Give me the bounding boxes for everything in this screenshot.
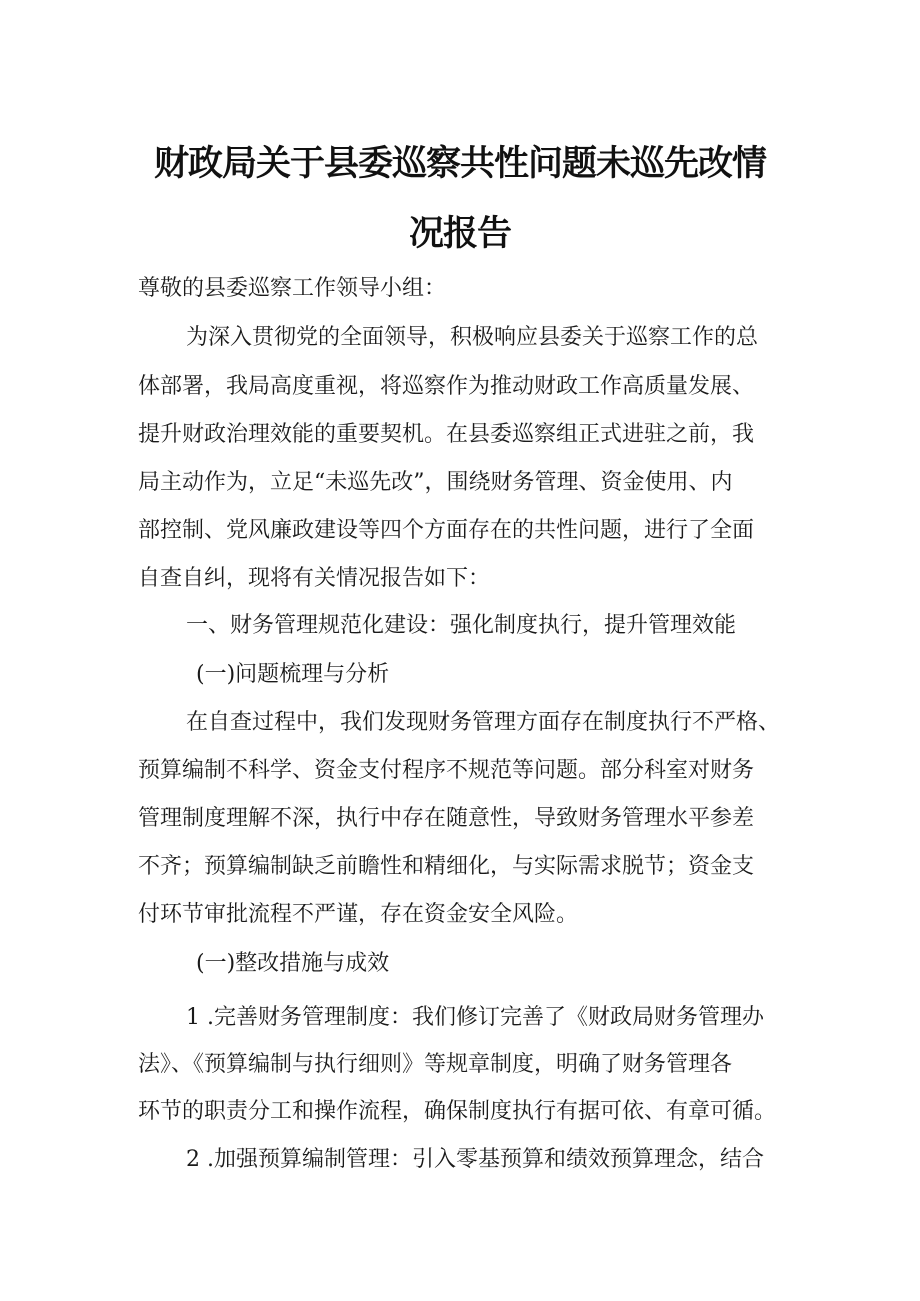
subsection-heading: (一)整改措施与成效	[196, 951, 390, 976]
salutation: 尊敬的县委巡察工作领导小组：	[138, 276, 447, 301]
body-line: 在自查过程中，我们发现财务管理方面存在制度执行不严格、	[186, 710, 781, 735]
document-title-line-1: 财政局关于县委巡察共性问题未巡先改情	[153, 144, 766, 184]
subsection-heading: (一)问题梳理与分析	[196, 662, 390, 687]
list-item-line: 环节的职责分工和操作流程，确保制度执行有据可依、有章可循。	[138, 1099, 777, 1124]
list-item-line: 2 .加强预算编制管理：引入零基预算和绩效预算理念，结合	[186, 1147, 764, 1172]
body-line: 不齐；预算编制缺乏前瞻性和精细化，与实际需求脱节；资金支	[138, 854, 755, 879]
document-title-line-2: 况报告	[408, 214, 511, 254]
intro-line: 部控制、党风廉政建设等四个方面存在的共性问题，进行了全面	[138, 518, 755, 543]
intro-line: 自查自纠，现将有关情况报告如下：	[138, 566, 491, 591]
list-item-line: 1 .完善财务管理制度：我们修订完善了《财政局财务管理办	[186, 1005, 764, 1030]
body-line: 管理制度理解不深，执行中存在随意性，导致财务管理水平参差	[138, 806, 755, 831]
intro-line: 局主动作为，立足“未巡先改”，围绕财务管理、资金使用、内	[138, 470, 733, 495]
section-heading: 一、财务管理规范化建设：强化制度执行，提升管理效能	[186, 613, 737, 638]
intro-line: 体部署，我局高度重视，将巡察作为推动财政工作高质量发展、	[138, 374, 755, 399]
intro-line: 提升财政治理效能的重要契机。在县委巡察组正式进驻之前，我	[138, 422, 755, 447]
intro-line: 为深入贯彻党的全面领导，积极响应县委关于巡察工作的总	[186, 325, 759, 350]
list-item-line: 法》、《预算编制与执行细则》等规章制度，明确了财务管理各	[138, 1052, 733, 1077]
body-line: 付环节审批流程不严谨，存在资金安全风险。	[138, 902, 579, 927]
body-line: 预算编制不科学、资金支付程序不规范等问题。部分科室对财务	[138, 758, 755, 783]
